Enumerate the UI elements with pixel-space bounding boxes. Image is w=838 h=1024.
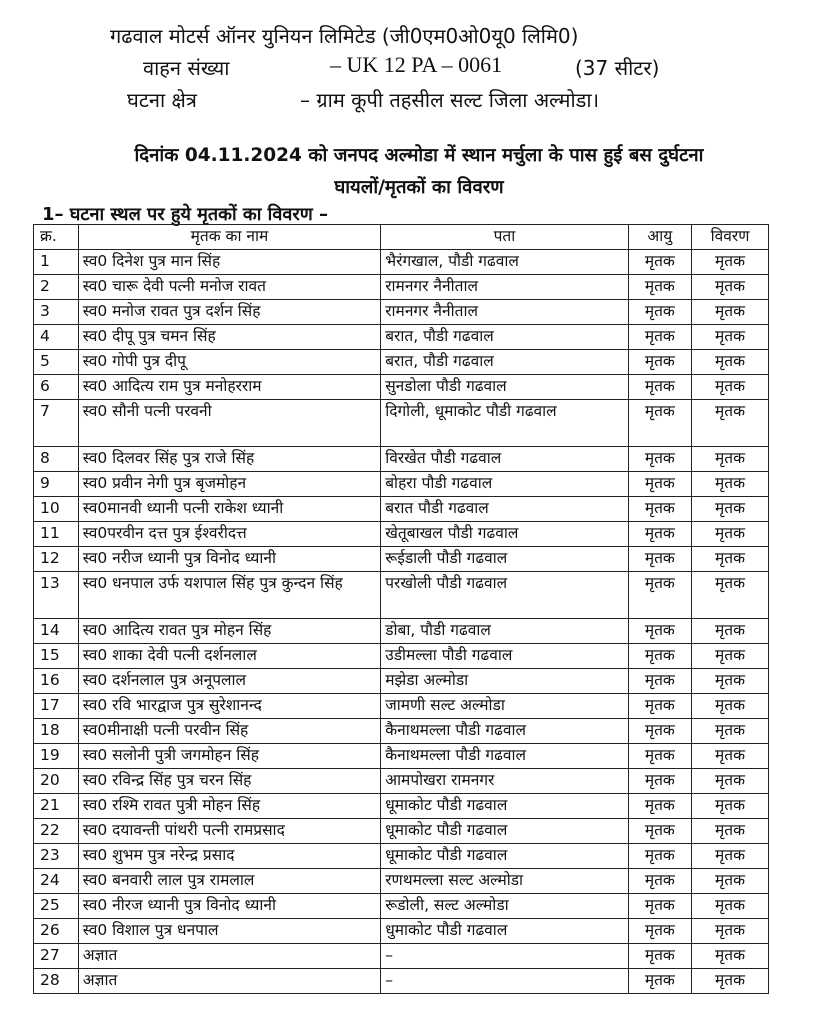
cell-address: डोबा, पौडी गढवाल — [381, 619, 628, 644]
cell-name: स्व0 दिनेश पुत्र मान सिंह — [78, 250, 381, 275]
table-row — [34, 572, 769, 619]
cell-details: मृतक — [692, 447, 769, 472]
cell-details: मृतक — [692, 844, 769, 869]
table-row — [34, 400, 769, 447]
cell-serial: 25 — [34, 894, 79, 919]
cell-age: मृतक — [628, 325, 691, 350]
cell-serial: 23 — [34, 844, 79, 869]
cell-name: स्व0 चारू देवी पत्नी मनोज रावत — [78, 275, 381, 300]
cell-address: रणथमल्ला सल्ट अल्मोडा — [381, 869, 628, 894]
cell-serial: 19 — [34, 744, 79, 769]
cell-age: मृतक — [628, 794, 691, 819]
cell-details: मृतक — [692, 547, 769, 572]
incident-area-value: – ग्राम कूपी तहसील सल्ट जिला अल्मोडा। — [300, 88, 600, 112]
cell-name: स्व0परवीन दत्त पुत्र ईश्वरीदत्त — [78, 522, 381, 547]
cell-serial: 17 — [34, 694, 79, 719]
cell-details: मृतक — [692, 669, 769, 694]
cell-address: धूमाकोट पौडी गढवाल — [381, 819, 628, 844]
cell-serial: 24 — [34, 869, 79, 894]
cell-age: मृतक — [628, 472, 691, 497]
cell-details: मृतक — [692, 375, 769, 400]
vehicle-number-label: वाहन संख्या — [143, 56, 230, 80]
cell-details: मृतक — [692, 300, 769, 325]
table-row — [34, 694, 769, 719]
cell-name: स्व0 नरीज ध्यानी पुत्र विनोद ध्यानी — [78, 547, 381, 572]
cell-age: मृतक — [628, 769, 691, 794]
cell-address: खेतूबाखल पौडी गढवाल — [381, 522, 628, 547]
cell-name: स्व0 दिलवर सिंह पुत्र राजे सिंह — [78, 447, 381, 472]
column-header-details: विवरण — [692, 225, 769, 250]
cell-age: मृतक — [628, 669, 691, 694]
cell-address: परखोली पौडी गढवाल — [381, 572, 628, 619]
cell-address: बरात, पौडी गढवाल — [381, 325, 628, 350]
table-row — [34, 969, 769, 994]
cell-age: मृतक — [628, 547, 691, 572]
cell-serial: 2 — [34, 275, 79, 300]
cell-name: स्व0 दर्शनलाल पुत्र अनूपलाल — [78, 669, 381, 694]
table-row — [34, 275, 769, 300]
cell-serial: 11 — [34, 522, 79, 547]
table-row — [34, 719, 769, 744]
cell-serial: 27 — [34, 944, 79, 969]
cell-address: विरखेत पौडी गढवाल — [381, 447, 628, 472]
table-row — [34, 547, 769, 572]
organization-name: गढवाल मोटर्स ऑनर युनियन लिमिटेड (जी0एम0ओ0यू0 लिमि0) — [110, 24, 579, 48]
cell-address: दिगोली, धूमाकोट पौडी गढवाल — [381, 400, 628, 447]
cell-name: स्व0मीनाक्षी पत्नी परवीन सिंह — [78, 719, 381, 744]
cell-name: स्व0 बनवारी लाल पुत्र रामलाल — [78, 869, 381, 894]
table-row — [34, 497, 769, 522]
vehicle-number-value: – UK 12 PA – 0061 — [330, 52, 503, 77]
table-row — [34, 644, 769, 669]
table-body — [34, 250, 769, 994]
cell-address: रामनगर नैनीताल — [381, 275, 628, 300]
cell-address: रामनगर नैनीताल — [381, 300, 628, 325]
cell-name: स्व0 रविन्द्र सिंह पुत्र चरन सिंह — [78, 769, 381, 794]
cell-age: मृतक — [628, 275, 691, 300]
table-row — [34, 844, 769, 869]
cell-name: स्व0 नीरज ध्यानी पुत्र विनोद ध्यानी — [78, 894, 381, 919]
cell-serial: 4 — [34, 325, 79, 350]
cell-name: अज्ञात — [78, 944, 381, 969]
cell-details: मृतक — [692, 919, 769, 944]
cell-details: मृतक — [692, 350, 769, 375]
cell-name: स्व0 सलोनी पुत्री जगमोहन सिंह — [78, 744, 381, 769]
cell-details: मृतक — [692, 400, 769, 447]
table-row — [34, 769, 769, 794]
cell-address: जामणी सल्ट अल्मोडा — [381, 694, 628, 719]
cell-name: स्व0 दीपू पुत्र चमन सिंह — [78, 325, 381, 350]
cell-details: मृतक — [692, 819, 769, 844]
cell-details: मृतक — [692, 325, 769, 350]
cell-serial: 15 — [34, 644, 79, 669]
cell-age: मृतक — [628, 894, 691, 919]
cell-address: बरात पौडी गढवाल — [381, 497, 628, 522]
cell-name: स्व0 शुभम पुत्र नरेन्द्र प्रसाद — [78, 844, 381, 869]
cell-address: मझेडा अल्मोडा — [381, 669, 628, 694]
table-header-row — [34, 225, 769, 250]
cell-name: स्व0मानवी ध्यानी पत्नी राकेश ध्यानी — [78, 497, 381, 522]
cell-details: मृतक — [692, 794, 769, 819]
column-header-age: आयु — [628, 225, 691, 250]
cell-age: मृतक — [628, 375, 691, 400]
cell-address: कैनाथमल्ला पौडी गढवाल — [381, 744, 628, 769]
cell-serial: 12 — [34, 547, 79, 572]
cell-address: बरात, पौडी गढवाल — [381, 350, 628, 375]
cell-serial: 3 — [34, 300, 79, 325]
cell-age: मृतक — [628, 300, 691, 325]
cell-serial: 5 — [34, 350, 79, 375]
cell-address: बोहरा पौडी गढवाल — [381, 472, 628, 497]
incident-area-label: घटना क्षेत्र — [127, 88, 197, 112]
cell-address: रूईडाली पौडी गढवाल — [381, 547, 628, 572]
cell-serial: 8 — [34, 447, 79, 472]
cell-age: मृतक — [628, 919, 691, 944]
cell-name: स्व0 आदित्य राम पुत्र मनोहरराम — [78, 375, 381, 400]
cell-serial: 1 — [34, 250, 79, 275]
cell-details: मृतक — [692, 250, 769, 275]
cell-details: मृतक — [692, 644, 769, 669]
cell-serial: 26 — [34, 919, 79, 944]
cell-serial: 20 — [34, 769, 79, 794]
cell-name: स्व0 शाका देवी पत्नी दर्शनलाल — [78, 644, 381, 669]
cell-address: – — [381, 944, 628, 969]
table-row — [34, 669, 769, 694]
cell-name: स्व0 धनपाल उर्फ यशपाल सिंह पुत्र कुन्दन सिंह — [78, 572, 381, 619]
cell-serial: 14 — [34, 619, 79, 644]
table-row — [34, 794, 769, 819]
cell-details: मृतक — [692, 969, 769, 994]
cell-address: धूमाकोट पौडी गढवाल — [381, 844, 628, 869]
table-row — [34, 869, 769, 894]
cell-serial: 10 — [34, 497, 79, 522]
cell-age: मृतक — [628, 719, 691, 744]
cell-details: मृतक — [692, 572, 769, 619]
table-row — [34, 744, 769, 769]
cell-details: मृतक — [692, 694, 769, 719]
cell-name: स्व0 रवि भारद्वाज पुत्र सुरेशानन्द — [78, 694, 381, 719]
cell-details: मृतक — [692, 944, 769, 969]
cell-name: स्व0 दयावन्ती पांथरी पत्नी रामप्रसाद — [78, 819, 381, 844]
cell-age: मृतक — [628, 969, 691, 994]
cell-age: मृतक — [628, 572, 691, 619]
cell-details: मृतक — [692, 275, 769, 300]
cell-details: मृतक — [692, 869, 769, 894]
cell-name: अज्ञात — [78, 969, 381, 994]
cell-details: मृतक — [692, 769, 769, 794]
cell-age: मृतक — [628, 694, 691, 719]
cell-age: मृतक — [628, 844, 691, 869]
cell-details: मृतक — [692, 894, 769, 919]
table-row — [34, 300, 769, 325]
table-row — [34, 447, 769, 472]
cell-serial: 13 — [34, 572, 79, 619]
cell-name: स्व0 विशाल पुत्र धनपाल — [78, 919, 381, 944]
section-heading: 1– घटना स्थल पर हुये मृतकों का विवरण – — [42, 204, 328, 225]
cell-details: मृतक — [692, 744, 769, 769]
cell-serial: 7 — [34, 400, 79, 447]
cell-address: धुमाकोट पौडी गढवाल — [381, 919, 628, 944]
table-row — [34, 894, 769, 919]
column-header-address: पता — [381, 225, 628, 250]
cell-address: धूमाकोट पौडी गढवाल — [381, 794, 628, 819]
cell-address: कैनाथमल्ला पौडी गढवाल — [381, 719, 628, 744]
cell-age: मृतक — [628, 644, 691, 669]
cell-serial: 9 — [34, 472, 79, 497]
cell-age: मृतक — [628, 350, 691, 375]
cell-address: – — [381, 969, 628, 994]
cell-age: मृतक — [628, 447, 691, 472]
cell-address: भैरंगखाल, पौडी गढवाल — [381, 250, 628, 275]
cell-address: आमपोखरा रामनगर — [381, 769, 628, 794]
cell-serial: 22 — [34, 819, 79, 844]
table-row — [34, 919, 769, 944]
casualty-table — [33, 224, 769, 994]
cell-details: मृतक — [692, 472, 769, 497]
cell-address: सुनडोला पौडी गढवाल — [381, 375, 628, 400]
cell-age: मृतक — [628, 744, 691, 769]
cell-name: स्व0 सौनी पत्नी परवनी — [78, 400, 381, 447]
cell-age: मृतक — [628, 522, 691, 547]
cell-age: मृतक — [628, 619, 691, 644]
table-row — [34, 350, 769, 375]
cell-address: उडीमल्ला पौडी गढवाल — [381, 644, 628, 669]
table-row — [34, 375, 769, 400]
cell-name: स्व0 प्रवीन नेगी पुत्र बृजमोहन — [78, 472, 381, 497]
cell-age: मृतक — [628, 869, 691, 894]
cell-name: स्व0 मनोज रावत पुत्र दर्शन सिंह — [78, 300, 381, 325]
cell-name: स्व0 गोपी पुत्र दीपू — [78, 350, 381, 375]
cell-address: रूडोली, सल्ट अल्मोडा — [381, 894, 628, 919]
cell-details: मृतक — [692, 619, 769, 644]
report-title: दिनांक 04.11.2024 को जनपद अल्मोडा में स्थान मर्चुला के पास हुई बस दुर्घटना — [134, 145, 704, 166]
cell-age: मृतक — [628, 497, 691, 522]
vehicle-seats: (37 सीटर) — [575, 56, 660, 80]
table-row — [34, 619, 769, 644]
cell-age: मृतक — [628, 400, 691, 447]
cell-serial: 21 — [34, 794, 79, 819]
cell-name: स्व0 रश्मि रावत पुत्री मोहन सिंह — [78, 794, 381, 819]
cell-details: मृतक — [692, 497, 769, 522]
column-header-serial: क्र. — [34, 225, 79, 250]
cell-serial: 28 — [34, 969, 79, 994]
cell-details: मृतक — [692, 522, 769, 547]
table-row — [34, 522, 769, 547]
table-row — [34, 819, 769, 844]
cell-details: मृतक — [692, 719, 769, 744]
cell-serial: 16 — [34, 669, 79, 694]
table-row — [34, 944, 769, 969]
table-row — [34, 472, 769, 497]
table-row — [34, 325, 769, 350]
cell-age: मृतक — [628, 944, 691, 969]
table-row — [34, 250, 769, 275]
cell-age: मृतक — [628, 250, 691, 275]
cell-name: स्व0 आदित्य रावत पुत्र मोहन सिंह — [78, 619, 381, 644]
cell-serial: 18 — [34, 719, 79, 744]
report-subtitle: घायलों/मृतकों का विवरण — [334, 177, 504, 198]
cell-serial: 6 — [34, 375, 79, 400]
column-header-name: मृतक का नाम — [78, 225, 381, 250]
cell-age: मृतक — [628, 819, 691, 844]
